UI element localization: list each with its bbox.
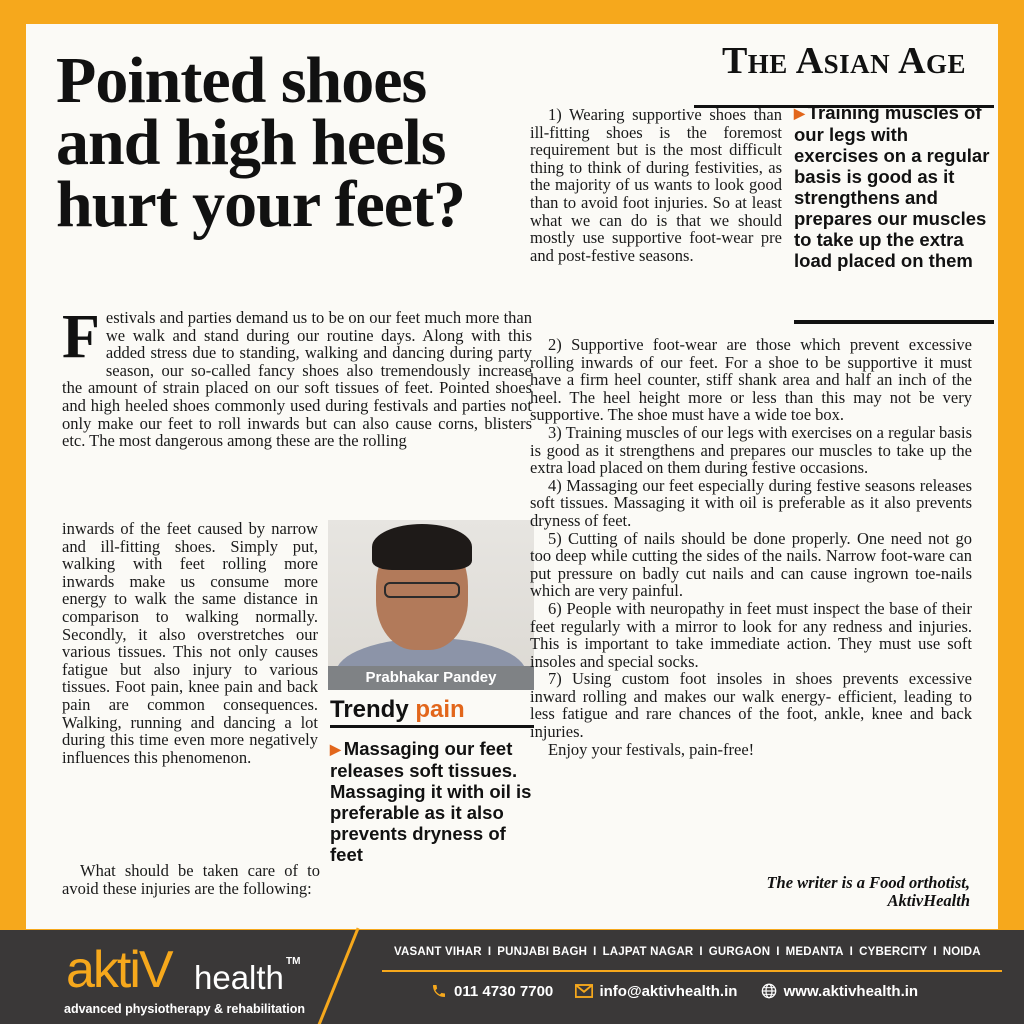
email-address: info@aktivhealth.in bbox=[599, 983, 738, 1000]
points-list bbox=[530, 336, 972, 758]
author-photo bbox=[328, 520, 534, 690]
body-paragraph: What should be taken care of to avoid these injuries are the following: bbox=[62, 861, 320, 898]
masthead: The Asian Age bbox=[694, 38, 994, 108]
website-contact[interactable] bbox=[760, 980, 918, 1004]
email-contact[interactable] bbox=[575, 980, 737, 1004]
email-icon bbox=[575, 983, 593, 999]
byline-line: The writer is a Food orthotist, bbox=[766, 873, 970, 892]
headline-line: Pointed shoes bbox=[56, 44, 427, 117]
logo-wordmark: aktiV bbox=[66, 941, 172, 999]
logo-health-text: health bbox=[194, 959, 284, 996]
list-item: 7) Using custom foot insoles in shoes prevents excessive inward rolling and makes our walk energy- efficient, leading to less fatigue and rare chances of the foot, ankle, knee and back injuries. bbox=[530, 669, 972, 742]
headline bbox=[56, 44, 536, 241]
list-item: 3) Training muscles of our legs with exercises on a regular basis is good as it strengthens and prepares our muscles to take up the extra load placed on them during festive occasions. bbox=[530, 422, 972, 478]
location-item: PUNJABI BAGH bbox=[497, 946, 588, 958]
drop-cap: F bbox=[62, 303, 100, 371]
list-item: 6) People with neuropathy in feet must inspect the base of their feet regularly with a mirror to look for any redness and injuries. This is important to take immediate action. They must use soft insoles and special socks. bbox=[530, 598, 972, 671]
body-column-left bbox=[62, 520, 318, 766]
phone-number: 011 4730 7700 bbox=[454, 983, 554, 1000]
footer-rule bbox=[382, 970, 1002, 972]
logo-tagline: advanced physiotherapy & rehabilitation bbox=[64, 1002, 306, 1016]
website-url: www.aktivhealth.in bbox=[783, 983, 919, 1000]
location-item: LAJPAT NAGAR bbox=[602, 946, 694, 958]
newspaper-clipping bbox=[26, 24, 998, 929]
author-name-caption: Prabhakar Pandey bbox=[328, 666, 534, 690]
globe-icon bbox=[760, 983, 778, 999]
locations-list: VASANT VIHAR I PUNJABI BAGH I LAJPAT NAGAR I GURGAON I MEDANTA I CYBERCITY I NOIDA bbox=[394, 946, 981, 958]
location-item: CYBERCITY bbox=[859, 946, 928, 958]
byline bbox=[610, 874, 970, 910]
triangle-bullet-icon: ▶ bbox=[794, 105, 805, 121]
headline-line: and high heels bbox=[56, 106, 446, 179]
pullquote-right-text: Training muscles of our legs with exercises on a regular basis is good as it strengthens and prepares our muscles to take up the extra load placed on them bbox=[794, 102, 990, 271]
list-item: 5) Cutting of nails should be done properly. One need not go too deep while cutting the sides of the nails. Narrow foot-ware can put pressure on badly cut nails and can cause ingrown toe-nails which are very painful. bbox=[530, 528, 972, 601]
byline-line: AktivHealth bbox=[887, 891, 970, 910]
point-1 bbox=[530, 106, 782, 264]
intro-paragraph bbox=[62, 303, 532, 451]
headline-line: hurt your feet? bbox=[56, 168, 466, 241]
pullquote-right bbox=[794, 102, 994, 271]
location-item: MEDANTA bbox=[785, 946, 844, 958]
intro-text: estivals and parties demand us to be on our feet much more than we walk and stand during our routine days. Along with this added stress due to standing, walking and dancing during party season, our so-called fancy shoes also tremendously increase the amount of strain placed on our soft tissues of feet. Pointed shoes and high heeled shoes commonly used during festivals and parties not only make our feet to roll inwards but can also cause corns, blisters etc. The most dangerous among these are the rolling bbox=[62, 308, 532, 451]
pullquote-left-text: Massaging our feet releases soft tissues. Massaging it with oil is preferable as it also prevents dryness of feet bbox=[330, 738, 532, 865]
phone-icon bbox=[430, 983, 448, 999]
column-label bbox=[330, 692, 534, 728]
divider-slash bbox=[316, 927, 360, 1024]
trademark-mark: TM bbox=[286, 956, 301, 967]
body-paragraph: 1) Wearing supportive shoes than ill-fitting shoes is the foremost requirement but is the most difficult thing to think of during festivities, as the majority of us wants to look good than to avoid foot injuries. So at least what we can do is that we should mostly use supportive foot-wear pre and post-festive seasons. bbox=[530, 105, 782, 265]
list-item: Enjoy your festivals, pain-free! bbox=[548, 739, 755, 759]
aktivhealth-logo[interactable] bbox=[62, 938, 322, 1024]
list-item: 2) Supportive foot-wear are those which prevent excessive rolling inwards of our feet. For a shoe to be supportive it must have a firm heel counter, stiff shank area and half an inch of the heel. The heel height more or less than this may not be very supportive. The shoe must have a wide toe box. bbox=[530, 335, 972, 425]
column-label-part2: pain bbox=[415, 696, 465, 723]
location-item: VASANT VIHAR bbox=[394, 946, 482, 958]
location-item: GURGAON bbox=[708, 946, 771, 958]
body-paragraph-question bbox=[62, 862, 320, 897]
contact-row bbox=[430, 980, 1010, 1004]
list-item: 4) Massaging our feet especially during festive seasons releases soft tissues. Massaging it with oil is preferable as it also prevents dryness of feet. bbox=[530, 475, 972, 530]
body-paragraph: inwards of the feet caused by narrow and ill-fitting shoes. Simply put, walking with feet rolling more inwards make us consume more energy to walk the same distance in comparison to walking normally. Secondly, it also overstretches our various tissues. This not only causes fatigue but also injury to various tissues. Foot pain, knee pain and back pain are common consequences. Walking, running and dancing a lot during this time even more negatively influences this phenomenon. bbox=[62, 519, 318, 767]
pullquote-rule bbox=[794, 320, 994, 324]
column-label-part1: Trendy bbox=[330, 696, 416, 723]
footer-bar bbox=[0, 930, 1024, 1024]
phone-contact[interactable] bbox=[430, 980, 553, 1004]
pullquote-left bbox=[330, 738, 535, 865]
location-item: NOIDA bbox=[942, 946, 981, 958]
triangle-bullet-icon: ▶ bbox=[330, 741, 341, 757]
